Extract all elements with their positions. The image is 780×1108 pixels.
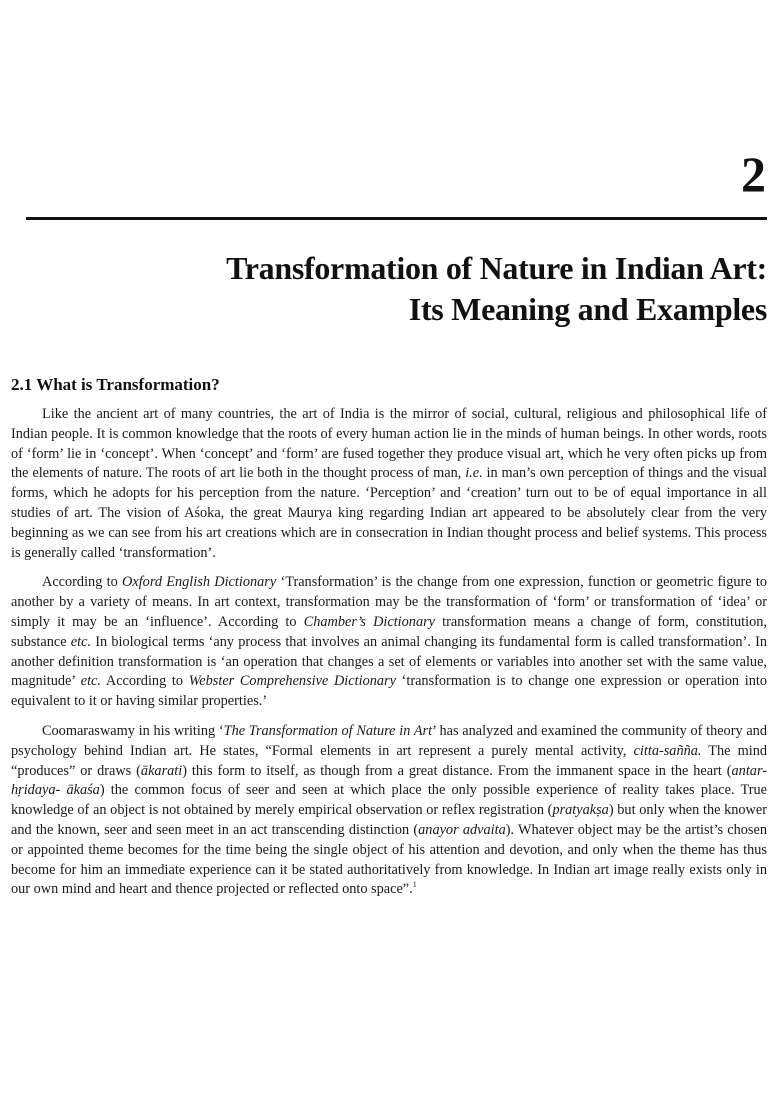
text-run: According to [42,574,123,591]
text-run: Like the ancient art of many countries, the art of India is the mirror of social, cultural, religious and philosophical life of Indian people. It is common knowledge that the roots of every human action lie in the minds of human beings. In other words, roots of ‘form’ lie in ‘concept’. When ‘concept’ and ‘form’ are fused together they produce visual art, which he very often picks up from the elements of nature. The roots of art lie both in the thought process of man, [11,406,767,482]
italic-run: Oxford English Dictionary [122,574,277,591]
footnote-marker[interactable]: 1 [412,880,417,890]
italic-run: pratyakṣa [552,802,609,819]
text-run: In biological terms ‘any process that involves an animal changing its fundamental form is called transformation’. In another definition transformation is ‘an operation that changes a set of elements or variables into another set with the same value, magnitude’ [11,633,767,690]
chapter-title-line-2: Its Meaning and Examples [408,291,767,327]
italic-run: Chamber’s Dictionary [303,613,436,630]
italic-run: citta-sañña. [633,742,702,759]
chapter-title-line-1: Transformation of Nature in Indian Art: [226,250,767,286]
chapter-title [226,248,767,330]
text-run: ’ has analyzed and examined the community of theory and psychology behind Indian art. He states, “Formal elements in art represent a purely mental activity, [11,722,767,759]
italic-run: etc. [70,633,92,650]
italic-run: Webster Comprehensive Dictionary [188,673,396,690]
text-run: ) this form to itself, as though from a great distance. From the immanent space in the heart ( [182,762,732,779]
italic-run: ākarati [140,762,183,779]
italic-run: antar- hṛidaya- ākaśa [11,762,767,799]
body-text [11,405,767,910]
paragraph-2 [11,573,767,712]
text-run: Coomaraswamy in his writing ‘ [42,722,224,739]
italic-run: i.e. [465,465,483,482]
italic-run: etc. [80,673,101,690]
text-run: ). Whatever object may be the artist’s chosen or appointed theme becomes for the time being the single object of his attention and devotion, and only when the theme has thus become for him an immediate experience can it be stated authoritatively from knowledge. In Indian art image really exists only in our own mind and heart and thence projected or reflected onto space”. [11,821,767,898]
text-run: in man’s own perception of things and the visual forms, which he adopts for his perception from the nature. ‘Perception’ and ‘creation’ turn out to be of equal importance in all studies of art. The vision of Aśoka, the great Maurya king regarding Indian art appeared to be absolutely clear from the very beginning as we can see from his art creations which are in consecration in Indian thought process and belief systems. This process is generally called ‘transformation’. [11,465,767,561]
text-run: ‘Transformation’ is the change from one expression, function or geometric figure to another by a variety of means. In art context, transformation may be the transformation of ‘form’ or transformation of ‘idea’ or simply it may be an ‘influence’. According to [11,574,768,630]
paragraph-1 [11,405,767,563]
chapter-rule [26,217,767,220]
text-run: transformation means a change of form, constitution, substance [11,613,767,650]
chapter-number: 2 [741,146,766,202]
text-run: According to [100,673,189,690]
text-run: ‘transformation is to change one expression or operation into equivalent to it or having similar properties.’ [11,673,767,710]
paragraph-3 [11,722,767,900]
text-run: ) but only when the knower and the known, seer and seen meet in an act transcending distinction ( [11,802,767,838]
section-heading: 2.1 What is Transformation? [11,375,220,394]
italic-run: The Transformation of Nature in Art [223,722,433,739]
text-run: The mind “produces” or draws ( [11,742,767,779]
italic-run: anayor advaita [418,821,506,838]
text-run: ) the common focus of seer and seen at which place the only possible experience of reality takes place. True knowledge of an object is not obtained by merely empirical observation or reflex registration ( [11,782,767,819]
